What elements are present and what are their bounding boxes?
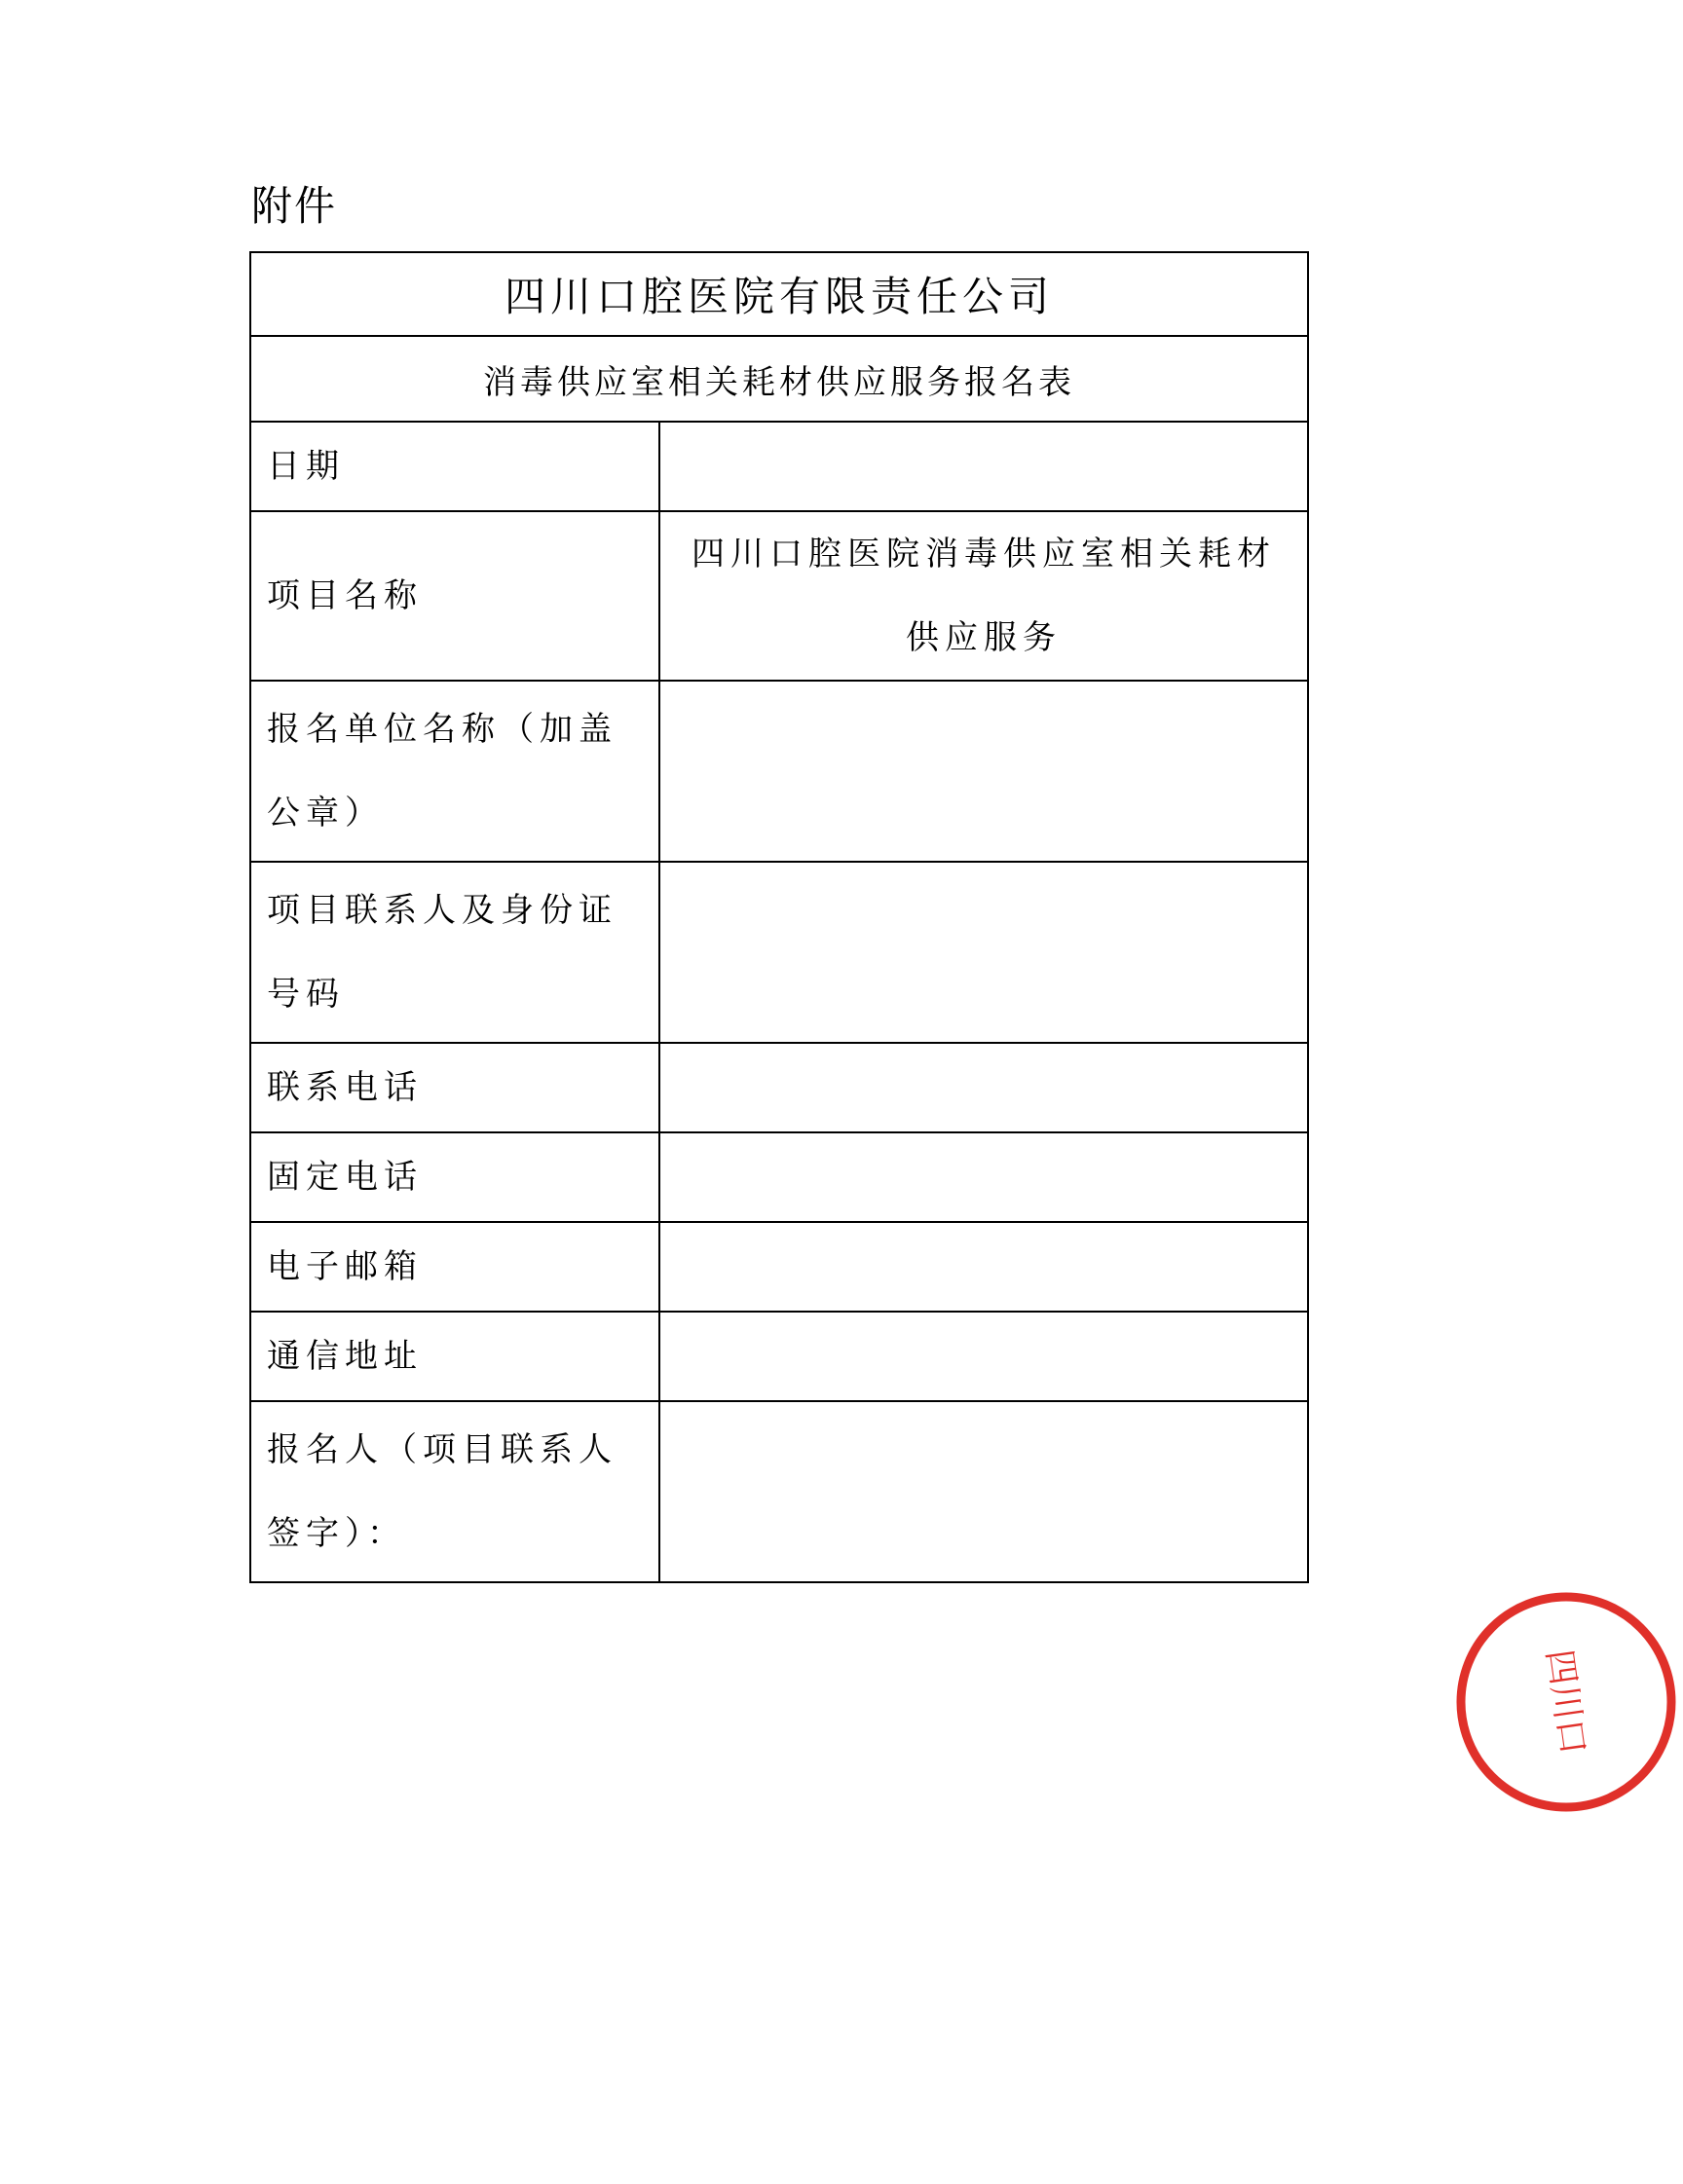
company-name: 四川口腔医院有限责任公司 [250,252,1308,336]
date-label: 日期 [250,422,659,511]
form-title: 消毒供应室相关耗材供应服务报名表 [250,336,1308,422]
seal-text: 四川口 [1538,1647,1593,1758]
phone-value-field[interactable] [659,1043,1308,1132]
email-value-field[interactable] [659,1222,1308,1312]
phone-label: 联系电话 [250,1043,659,1132]
form-row-registrant-unit [250,681,1308,862]
contact-id-value-field[interactable] [659,862,1308,1043]
landline-value-field[interactable] [659,1132,1308,1222]
form-row-landline [250,1132,1308,1222]
signature-label: 报名人（项目联系人签字）： [250,1401,659,1582]
registration-form-table [249,251,1309,1583]
address-value-field[interactable] [659,1312,1308,1401]
form-title-row [250,336,1308,422]
email-label: 电子邮箱 [250,1222,659,1312]
landline-label: 固定电话 [250,1132,659,1222]
form-row-phone [250,1043,1308,1132]
attachment-label: 附件 [251,182,338,230]
form-row-project-name [250,511,1308,681]
company-seal-stamp [1449,1566,1683,1838]
form-row-contact-id [250,862,1308,1043]
registrant-unit-label: 报名单位名称（加盖公章） [250,681,659,862]
company-title-row [250,252,1308,336]
form-row-signature [250,1401,1308,1582]
registrant-unit-value-field[interactable] [659,681,1308,862]
form-row-email [250,1222,1308,1312]
project-name-value: 四川口腔医院消毒供应室相关耗材供应服务 [659,511,1308,681]
contact-id-label: 项目联系人及身份证号码 [250,862,659,1043]
signature-value-field[interactable] [659,1401,1308,1582]
form-row-address [250,1312,1308,1401]
date-value-field[interactable] [659,422,1308,511]
project-name-label: 项目名称 [250,511,659,681]
form-row-date [250,422,1308,511]
address-label: 通信地址 [250,1312,659,1401]
